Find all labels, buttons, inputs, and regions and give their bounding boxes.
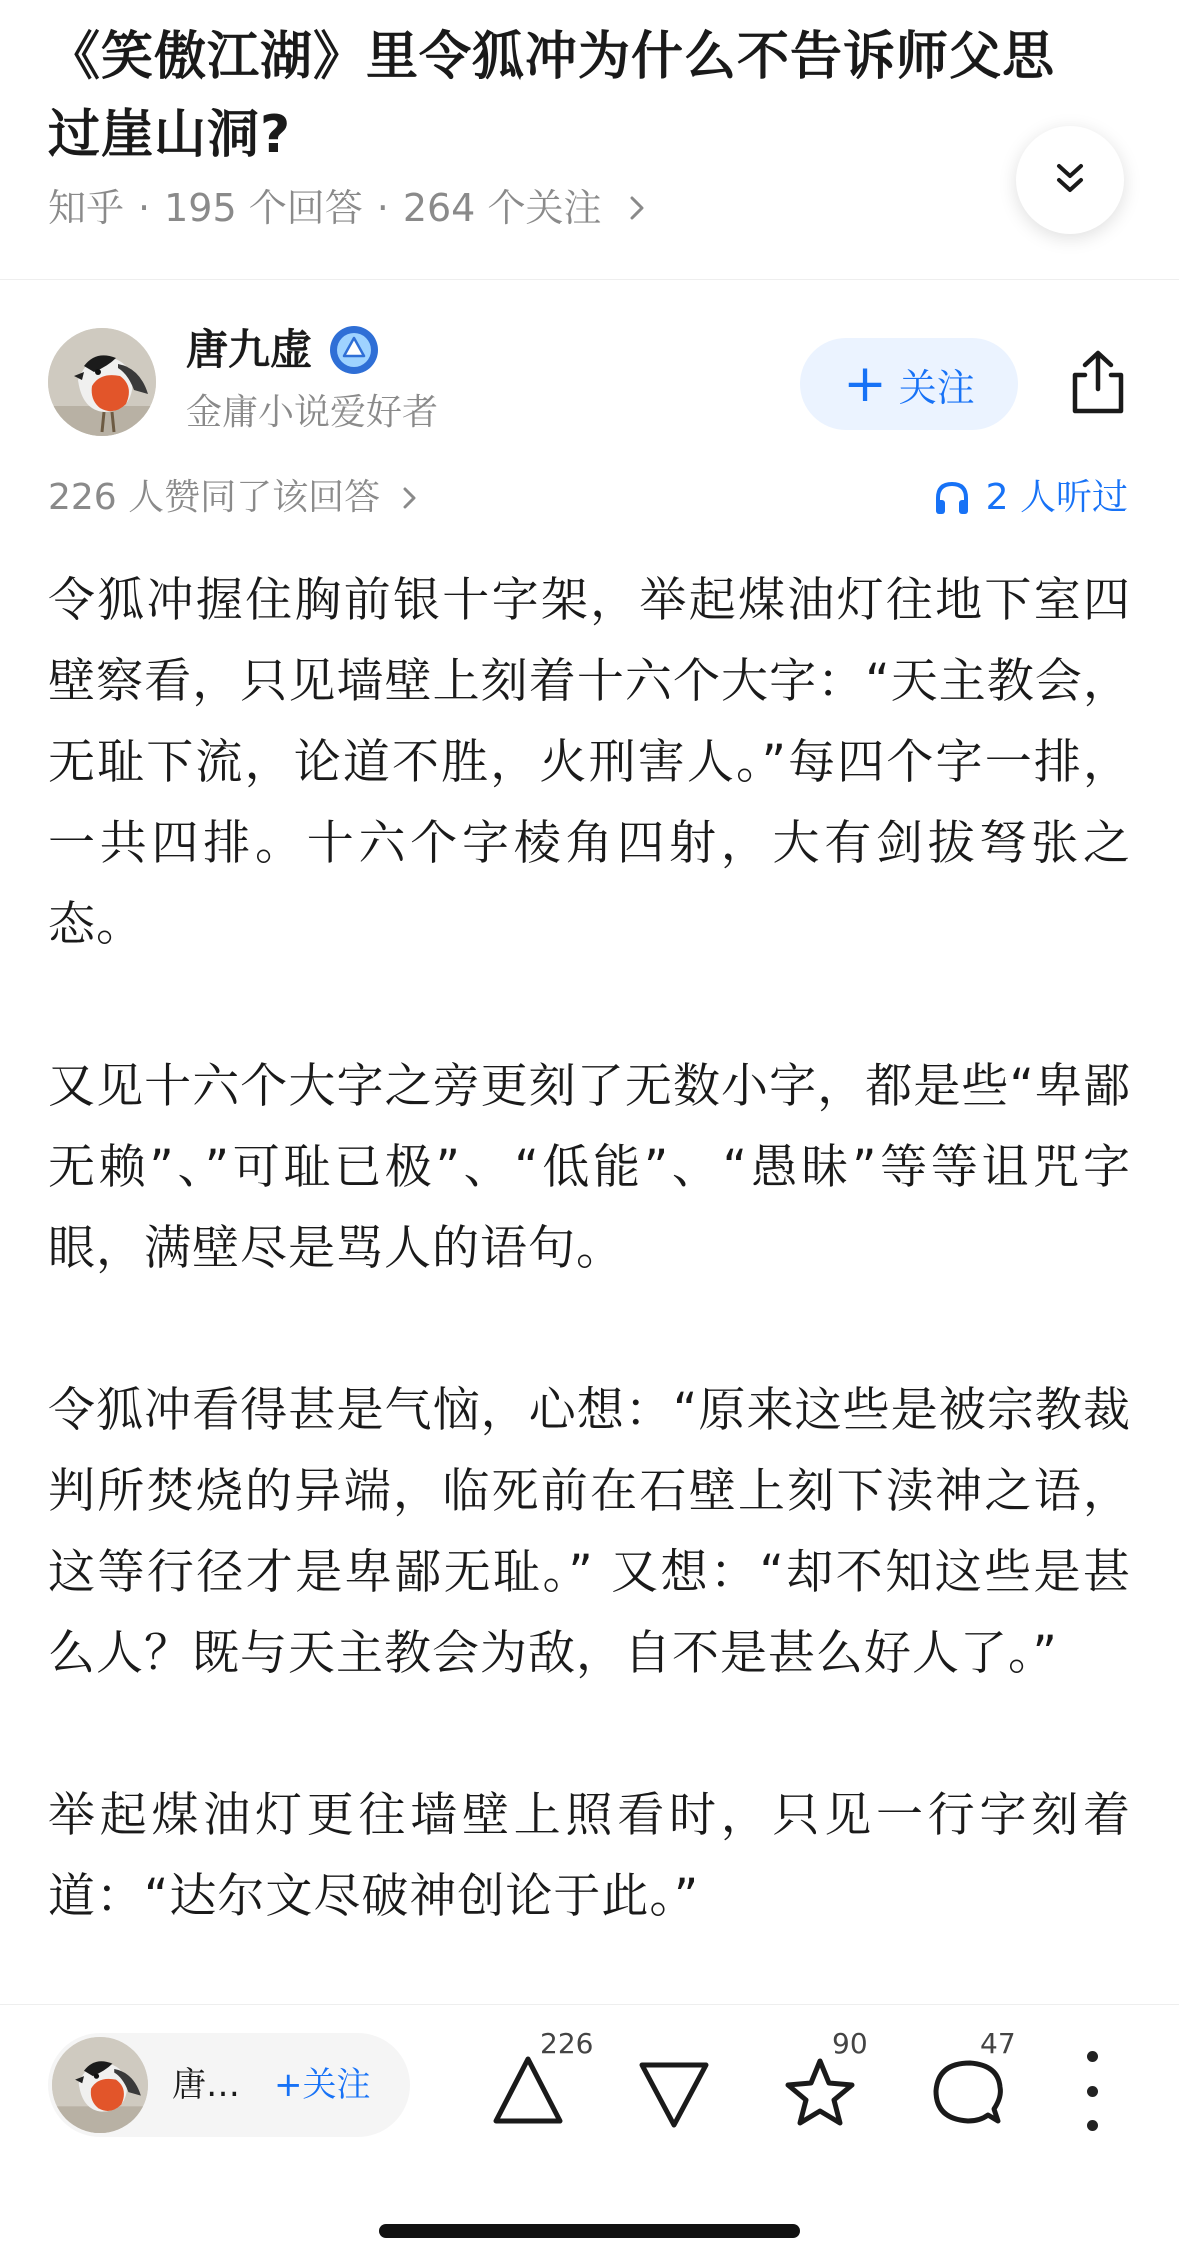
verified-badge-icon[interactable] bbox=[328, 324, 380, 376]
upvote-triangle-icon bbox=[476, 2130, 586, 2149]
comment-button[interactable] bbox=[912, 2027, 1022, 2145]
separator-dot: · bbox=[138, 186, 151, 230]
follow-button-small[interactable]: +关注 bbox=[274, 2065, 371, 2105]
follower-count: 264 个关注 bbox=[402, 186, 602, 230]
author-row bbox=[0, 310, 1179, 440]
share-button[interactable] bbox=[1060, 346, 1136, 422]
agree-text: 226 人赞同了该回答 bbox=[48, 477, 381, 518]
collapse-button[interactable] bbox=[1016, 126, 1124, 234]
more-vertical-icon bbox=[1087, 2051, 1098, 2062]
author-name-short: 唐… bbox=[172, 2065, 240, 2105]
paragraph: 又见十六个大字之旁更刻了无数小字，都是些“卑鄙无赖”、”可耻已极”、“低能”、“愚昧”等等诅咒字眼，满壁尽是骂人的语句。 bbox=[48, 1059, 1131, 1276]
upvote-button[interactable] bbox=[476, 2027, 594, 2145]
plus-icon: + bbox=[843, 354, 887, 414]
avatar[interactable] bbox=[48, 328, 156, 436]
chevron-right-icon bbox=[392, 481, 426, 515]
author-bio: 金庸小说爱好者 bbox=[186, 392, 439, 433]
avatar[interactable] bbox=[52, 2037, 148, 2133]
question-meta[interactable] bbox=[48, 180, 657, 236]
question-header bbox=[0, 0, 1179, 280]
answer-content bbox=[48, 560, 1131, 2018]
downvote-button[interactable] bbox=[620, 2035, 730, 2145]
agree-count[interactable] bbox=[48, 470, 426, 526]
chevron-right-icon bbox=[617, 188, 657, 228]
separator-dot: · bbox=[376, 186, 389, 230]
author-name-text: 唐九虚 bbox=[186, 325, 313, 374]
comment-bubble-icon bbox=[912, 2130, 1022, 2149]
paragraph: 令狐冲握住胸前银十字架，举起煤油灯往地下室四壁察看，只见墙壁上刻着十六个大字：“天主教会，无耻下流，论道不胜，火刑害人。”每四个字一排，一共四排。十六个字棱角四射，大有剑拔弩张之态。 bbox=[48, 573, 1131, 952]
listened-text: 2 人听过 bbox=[985, 477, 1128, 518]
headphones-icon bbox=[932, 478, 972, 518]
more-vertical-icon bbox=[1087, 2086, 1098, 2097]
author-name[interactable] bbox=[186, 322, 380, 378]
favorite-count: 90 bbox=[832, 2027, 868, 2060]
question-title[interactable]: 《笑傲江湖》里令狐冲为什么不告诉师父思过崖山洞? bbox=[48, 27, 1056, 165]
paragraph: 令狐冲看得甚是气恼，心想：“原来这些是被宗教裁判所焚烧的异端，临死前在石壁上刻下渎神之语，这等行径才是卑鄙无耻。” 又想：“却不知这些是甚么人？既与天主教会为敌，自不是甚么好人了。” bbox=[48, 1383, 1131, 1681]
answer-stats-row bbox=[0, 470, 1179, 530]
upvote-count: 226 bbox=[540, 2027, 594, 2060]
double-chevron-down-icon bbox=[1048, 156, 1092, 204]
follow-label: 关注 bbox=[898, 365, 975, 410]
author-pill[interactable] bbox=[48, 2033, 410, 2137]
follow-button[interactable] bbox=[800, 338, 1018, 430]
more-button[interactable] bbox=[1078, 2051, 1106, 2131]
more-vertical-icon bbox=[1087, 2120, 1098, 2131]
share-icon bbox=[1067, 349, 1129, 419]
paragraph: 举起煤油灯更往墙壁上照看时，只见一行字刻着道：“达尔文尽破神创论于此。” bbox=[48, 1788, 1131, 1924]
listened-link[interactable] bbox=[932, 470, 1128, 526]
favorite-button[interactable] bbox=[764, 2027, 874, 2145]
comment-count: 47 bbox=[980, 2027, 1016, 2060]
source-label: 知乎 bbox=[48, 186, 125, 230]
star-icon bbox=[764, 2130, 874, 2149]
downvote-triangle-icon bbox=[620, 2130, 730, 2149]
answer-count: 195 个回答 bbox=[164, 186, 363, 230]
home-indicator[interactable] bbox=[379, 2224, 800, 2238]
